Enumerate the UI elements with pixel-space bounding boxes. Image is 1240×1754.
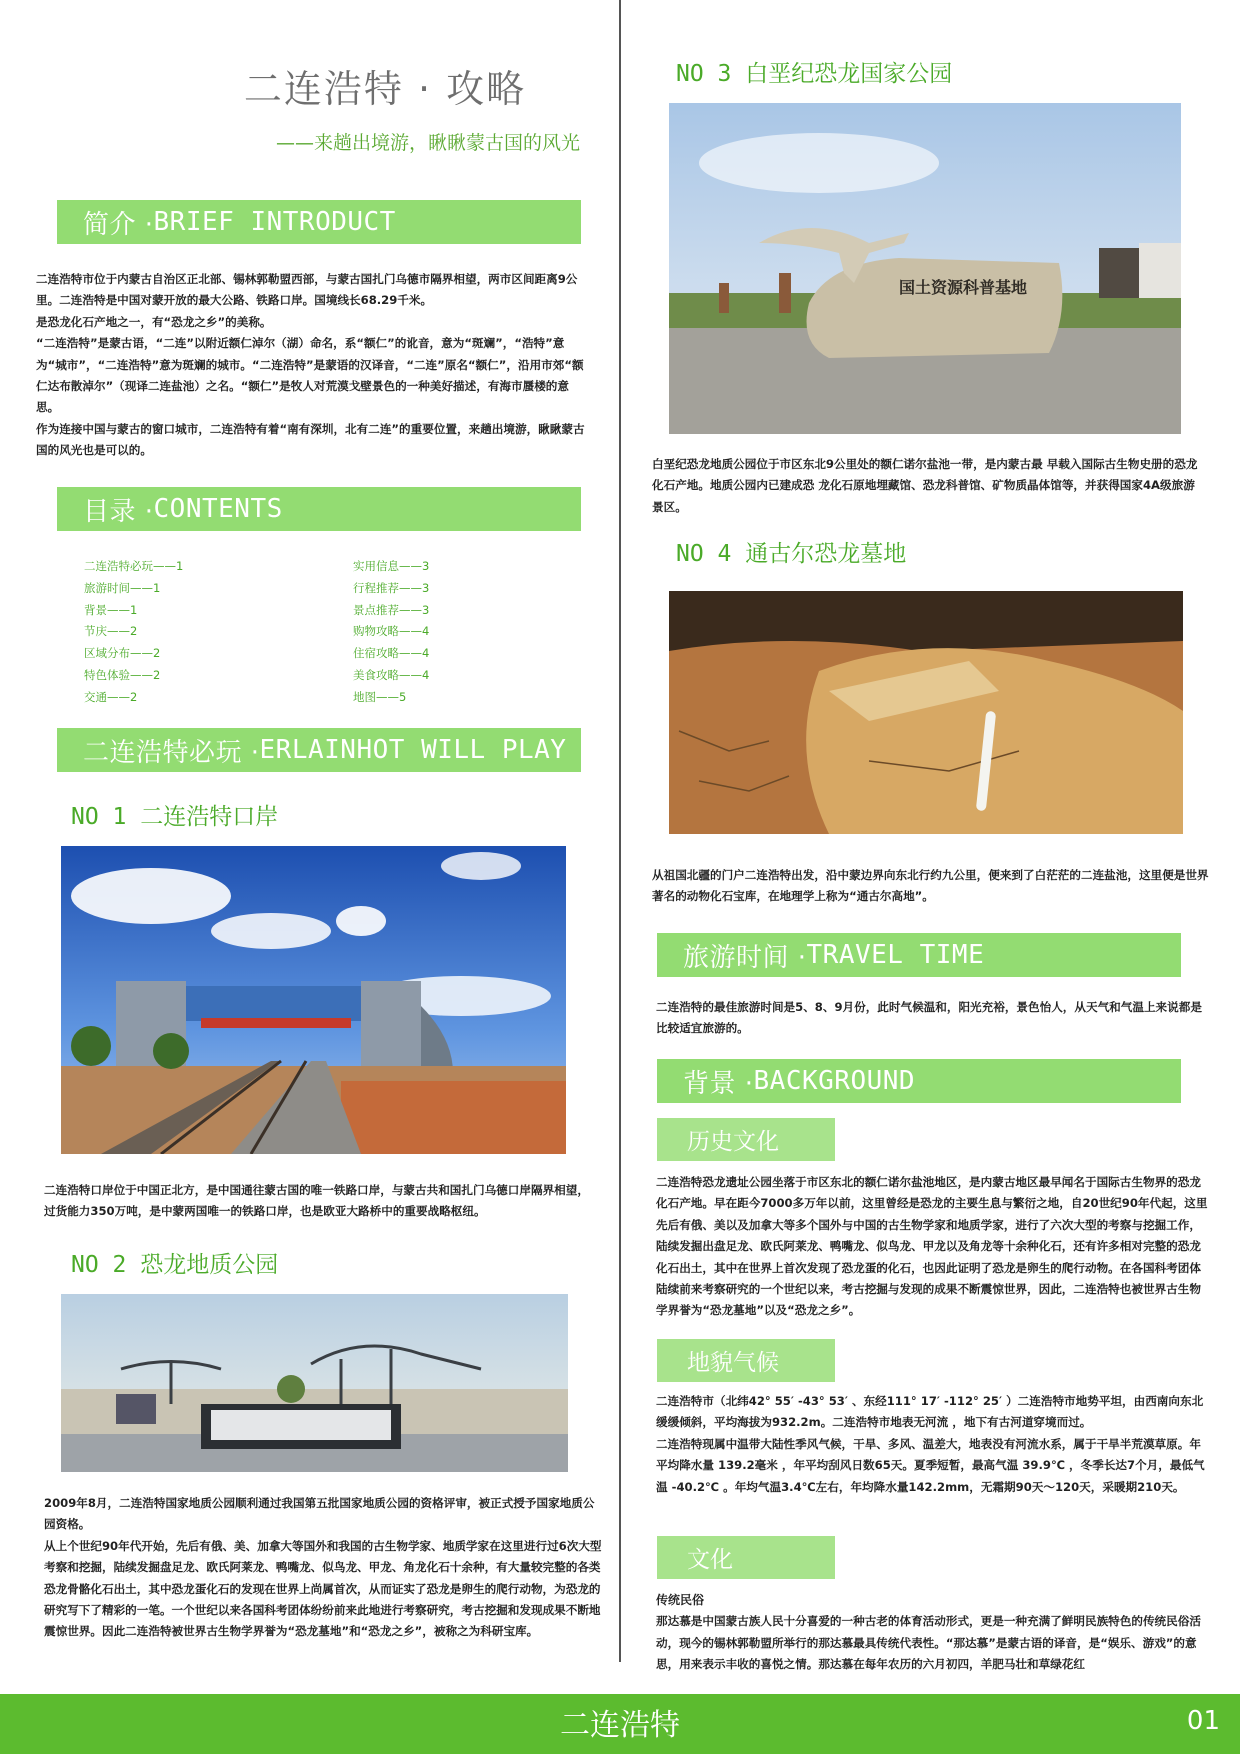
toc-item[interactable]: 特色体验——2 [84,667,161,682]
geopark-photo [61,1294,568,1472]
footer-title: 二连浩特 [560,1708,680,1743]
column-divider [619,0,621,1662]
toc-item[interactable]: 美食攻略——4 [353,667,430,682]
toc-item[interactable]: 背景——1 [84,602,138,617]
toc-item[interactable]: 二连浩特必玩——1 [84,559,184,573]
dinosaur-park-photo [669,103,1181,434]
toc-item[interactable]: 实用信息——3 [353,559,430,573]
page-subtitle: ——来趟出境游，瞅瞅蒙古国的风光 [275,132,580,154]
intro-heading: 简介 · BRIEF INTRODUCT [57,200,581,244]
history-label: 历史文化 [657,1118,835,1161]
no3-text: 白垩纪恐龙地质公园位于市区东北9公里处的额仁诺尔盐池一带，是内蒙古最 早载入国际古生物史册的恐龙化石产地。地质公园内已建成恐 龙化石原地埋藏馆、恐龙科普馆、矿物质晶体馆等，并获得国家4A级旅游景区。 [652,457,1198,514]
no1-heading: NO 1 二连浩特口岸 [71,804,279,830]
no3-heading: NO 3 白垩纪恐龙国家公园 [676,61,953,87]
contents-heading: 目录 · CONTENTS [57,487,581,531]
culture-label: 文化 [657,1536,835,1579]
toc-item[interactable]: 交通——2 [84,689,138,704]
toc-item[interactable]: 区域分布——2 [84,646,161,661]
contents-left-list [84,556,304,709]
climate-label: 地貌气候 [657,1339,835,1382]
history-text: 二连浩特恐龙遗址公园坐落于市区东北的额仁诺尔盐池地区，是内蒙古地区最早闻名于国际古生物界的恐龙化石产地。早在距今7000多万年以前，这里曾经是恐龙的主要生息与繁衍之地，自20世纪90年代起，这里先后有俄、美以及加拿大等多个国外与中国的古生物学家和地质学家，进行了六次大型的考察与挖掘工作，陆续发掘出盘足龙、欧氏阿莱龙、鸭嘴龙、似鸟龙、甲龙以及角龙等十余种化石，还有许多相对完整的恐龙化石出土，其中在世界上首次发现了恐龙蛋的化石，也因此证明了恐龙是卵生的爬行动物。在各国科考团体陆续前来考察研究的一个世纪以来，考古挖掘与发现的成果不断震惊世界，因此，二连浩特也被世界古生物学界誉为“恐龙墓地”以及“恐龙之乡”。 [656,1175,1208,1318]
no1-text: 二连浩特口岸位于中国正北方，是中国通往蒙古国的唯一铁路口岸，与蒙古共和国扎门乌德口岸隔界相望，过货能力350万吨，是中蒙两国唯一的铁路口岸，也是欧亚大路桥中的重要战略枢纽。 [44,1183,589,1219]
toc-item[interactable]: 住宿攻略——4 [353,646,430,661]
climate-text: 二连浩特市（北纬42° 55′ -43° 53′ 、东经111° 17′ -112° 25′ ）二连浩特市地势平坦，由西南向东北缓缓倾斜，平均海拔为932.2m。二连浩特市地表无河流 ，地下有古河道穿境而过。 二连浩特现属中温带大陆性季风气候，干旱、多风、温差大，地表没有河流水系，属于干旱半荒漠草原。年平均降水量 139.2毫米 ，年平均刮风日数65天。夏季短暂，最高气温 39.9℃ ，冬季长达7个月，最低气温 -40.2℃ 。年均气温3.4℃左右，年均降水量142.2mm，无霜期90天～120天，采暖期210天。 [656,1394,1205,1494]
toc-item[interactable]: 行程推荐——3 [353,580,430,595]
page-number: 01 [1186,1706,1220,1736]
intro-text: 二连浩特市位于内蒙古自治区正北部、锡林郭勒盟西部，与蒙古国扎门乌德市隔界相望，两市区间距离9公里。二连浩特是中国对蒙开放的最大公路、铁路口岸。国境线长68.29千米。 是恐龙化石产地之一，有“恐龙之乡”的美称。 “二连浩特”是蒙古语，“二连”以附近额仁淖尔（湖）命名，系“额仁”的讹音，意为“斑斓”，“浩特”意为“城市”，“二连浩特”意为斑斓的城市。“二连浩特”是蒙语的汉译音，“二连”原名“额仁”，沿用市郊“额仁达布散淖尔”（现译二连盐池）之名。“额仁”是牧人对荒漠戈壁景色的一种美好描述，有海市蜃楼的意思。 作为连接中国与蒙古的窗口城市，二连浩特有着“南有深圳，北有二连”的重要位置，来趟出境游，瞅瞅蒙古国的风光也是可以的。 [36,272,585,458]
no4-heading: NO 4 通古尔恐龙墓地 [676,541,907,567]
toc-item[interactable]: 景点推荐——3 [353,602,430,617]
travel-time-heading: 旅游时间 · TRAVEL TIME [657,933,1181,977]
page-title: 二连浩特 · 攻略 [243,67,527,111]
border-gate-photo [61,846,566,1154]
contents-right-list [353,556,573,709]
must-play-heading: 二连浩特必玩 · ERLAINHOT WILL PLAY [57,728,581,772]
no2-heading: NO 2 恐龙地质公园 [71,1252,279,1278]
fossil-site-photo [669,591,1183,834]
culture-text: 传统民俗 那达慕是中国蒙古族人民十分喜爱的一种古老的体育活动形式，更是一种充满了鲜明民族特色的传统民俗活动，现今的锡林郭勒盟所举行的那达慕最具传统代表性。“那达慕”是蒙古语的译音，是“娱乐、游戏”的意思，用来表示丰收的喜悦之情。那达慕在每年农历的六月初四，羊肥马壮和草绿花红 [656,1593,1201,1672]
toc-item[interactable]: 旅游时间——1 [84,580,161,595]
background-heading: 背景 · BACKGROUND [657,1059,1181,1103]
no4-text: 从祖国北疆的门户二连浩特出发，沿中蒙边界向东北行约九公里，便来到了白茫茫的二连盐池，这里便是世界著名的动物化石宝库，在地理学上称为“通古尔高地”。 [652,868,1209,904]
toc-item[interactable]: 地图——5 [353,689,407,704]
no2-text: 2009年8月，二连浩特国家地质公园顺利通过我国第五批国家地质公园的资格评审，被正式授予国家地质公园资格。 从上个世纪90年代开始，先后有俄、美、加拿大等国外和我国的古生物学家、地质学家在这里进行过6次大型考察和挖掘，陆续发掘盘足龙、欧氏阿莱龙、鸭嘴龙、似鸟龙、甲龙、角龙化石十余种，有大量较完整的各类恐龙骨骼化石出土，其中恐龙蛋化石的发现在世界上尚属首次，从而证实了恐龙是卵生的爬行动物，为恐龙的研究写下了精彩的一笔。一个世纪以来各国科考团体纷纷前来此地进行考察研究，考古挖掘和发现成果不断地震惊世界。因此二连浩特被世界古生物学界誉为“恐龙墓地”和“恐龙之乡”，被称之为科研宝库。 [44,1496,602,1639]
sign-text: 国土资源科普基地 [899,278,1028,297]
travel-time-text: 二连浩特的最佳旅游时间是5、8、9月份，此时气候温和，阳光充裕，景色怡人，从天气和气温上来说都是比较适宜旅游的。 [656,1000,1202,1036]
toc-item[interactable]: 购物攻略——4 [353,624,430,639]
toc-item[interactable]: 节庆——2 [84,624,138,639]
